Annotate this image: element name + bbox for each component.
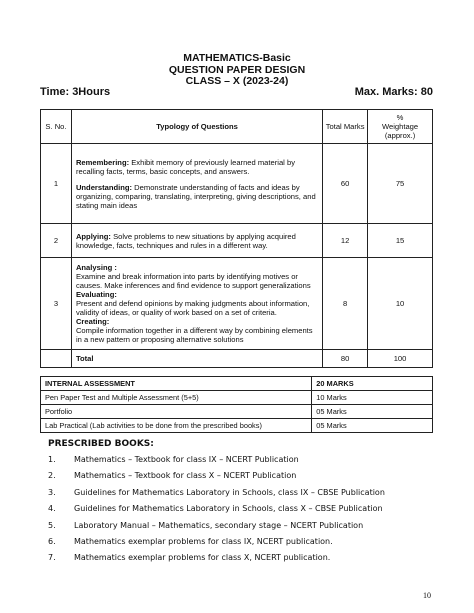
row-typology <box>71 258 322 350</box>
page-number: 10 <box>423 591 431 600</box>
col-header-sno: S. No. <box>41 110 72 144</box>
analysing-text: Examine and break information into parts by identifying motives or causes. Make inferences and find evidence to support generalizations <box>75 272 311 290</box>
evaluating-text: Present and defend opinions by making judgments about information, validity of ideas, or quality of work based on a set of criteria. <box>75 299 310 317</box>
max-marks-label: Max. Marks: 80 <box>354 86 433 98</box>
table-header-row <box>41 110 433 144</box>
table-total-row <box>41 350 433 368</box>
list-item-number: 6. <box>48 536 56 546</box>
table-row <box>41 405 433 419</box>
table-row <box>41 258 433 350</box>
internal-assessment-header <box>41 377 433 391</box>
list-item <box>48 485 385 501</box>
list-item-text: Mathematics – Textbook for class IX – NCERT Publication <box>74 455 299 464</box>
weightage-approx: (approx.) <box>384 131 416 140</box>
total-weightage: 100 <box>368 350 433 368</box>
assessment-marks: 05 Marks <box>312 419 433 433</box>
list-item-number: 4. <box>48 504 56 514</box>
list-item-text: Mathematics – Textbook for class X – NCERT Publication <box>74 471 297 481</box>
analysing-label: Analysing : <box>75 263 117 272</box>
list-item <box>48 452 385 468</box>
applying-label: Applying: <box>75 231 111 241</box>
creating-label: Creating: <box>75 317 110 326</box>
row-sno: 1 <box>41 144 72 224</box>
total-marks: 80 <box>323 350 368 368</box>
list-item-text: Mathematics exemplar problems for class IX, NCERT publication. <box>74 536 333 546</box>
table-row <box>41 224 433 258</box>
assessment-label: Lab Practical (Lab activities to be done from the prescribed books) <box>41 419 312 433</box>
list-item-text: Guidelines for Mathematics Laboratory in Schools, class IX – CBSE Publication <box>74 487 385 497</box>
col-header-typology: Typology of Questions <box>71 110 322 144</box>
row-typology <box>71 144 322 224</box>
row-sno: 3 <box>41 258 72 350</box>
internal-assessment-title: INTERNAL ASSESSMENT <box>41 377 312 391</box>
table-row <box>41 391 433 405</box>
row-total-marks: 12 <box>323 224 368 258</box>
understanding-text: Demonstrate understanding of facts and ideas by organizing, comparing, translating, interpreting, giving descriptions, and stating main ideas <box>75 182 316 210</box>
subject-title: MATHEMATICS-Basic <box>183 52 291 64</box>
internal-assessment-marks: 20 MARKS <box>312 377 433 391</box>
creating-text: Compile information together in a different way by combining elements in a new pattern or proposing alternative solutions <box>75 326 313 344</box>
internal-assessment-table <box>40 376 433 433</box>
prescribed-books-list <box>48 452 385 567</box>
row-total-marks: 8 <box>323 258 368 350</box>
paper-design-title: QUESTION PAPER DESIGN <box>168 63 306 76</box>
list-item <box>48 501 385 517</box>
col-header-total-marks: Total Marks <box>323 110 368 144</box>
list-item-text: Guidelines for Mathematics Laboratory in Schools, class X – CBSE Publication <box>74 504 383 514</box>
time-marks-row <box>40 86 433 98</box>
row-typology <box>71 224 322 258</box>
list-item-number: 1. <box>48 455 56 464</box>
assessment-label: Pen Paper Test and Multiple Assessment (5+5) <box>41 391 312 405</box>
table-row <box>41 419 433 433</box>
list-item <box>48 468 385 484</box>
weightage-label: Weightage <box>381 122 419 131</box>
list-item-number: 5. <box>48 520 56 530</box>
total-sno-cell <box>41 350 72 368</box>
list-item <box>48 550 385 566</box>
list-item-number: 3. <box>48 487 56 497</box>
list-item-number: 7. <box>48 553 56 563</box>
list-item-text: Mathematics exemplar problems for class X, NCERT publication. <box>74 553 331 563</box>
class-title: CLASS – X (2023-24) <box>185 75 289 87</box>
row-weightage: 10 <box>368 258 433 350</box>
row-weightage: 15 <box>368 224 433 258</box>
col-header-weightage <box>368 110 433 144</box>
list-item <box>48 518 385 534</box>
applying-text: Solve problems to new situations by applying acquired knowledge, facts, techniques and rules in a different way. <box>75 231 296 250</box>
row-sno: 2 <box>41 224 72 258</box>
list-item-text: Laboratory Manual – Mathematics, secondary stage – NCERT Publication <box>74 520 364 530</box>
question-design-table <box>40 109 433 368</box>
remembering-label: Remembering: <box>75 157 130 167</box>
understanding-label: Understanding: <box>75 182 133 192</box>
assessment-marks: 10 Marks <box>312 391 433 405</box>
list-item <box>48 534 385 550</box>
row-weightage: 75 <box>368 144 433 224</box>
prescribed-books-title: PRESCRIBED BOOKS: <box>48 439 154 449</box>
total-label: Total <box>71 350 322 368</box>
assessment-label: Portfolio <box>41 405 312 419</box>
assessment-marks: 05 Marks <box>312 405 433 419</box>
weightage-percent-symbol: % <box>396 113 404 122</box>
table-row <box>41 144 433 224</box>
document-header <box>0 53 474 88</box>
time-label: Time: 3Hours <box>40 86 111 98</box>
remembering-text: Exhibit memory of previously learned material by recalling facts, terms, basic concepts, and answers. <box>75 157 295 176</box>
evaluating-label: Evaluating: <box>75 290 117 299</box>
list-item-number: 2. <box>48 471 56 481</box>
row-total-marks: 60 <box>323 144 368 224</box>
